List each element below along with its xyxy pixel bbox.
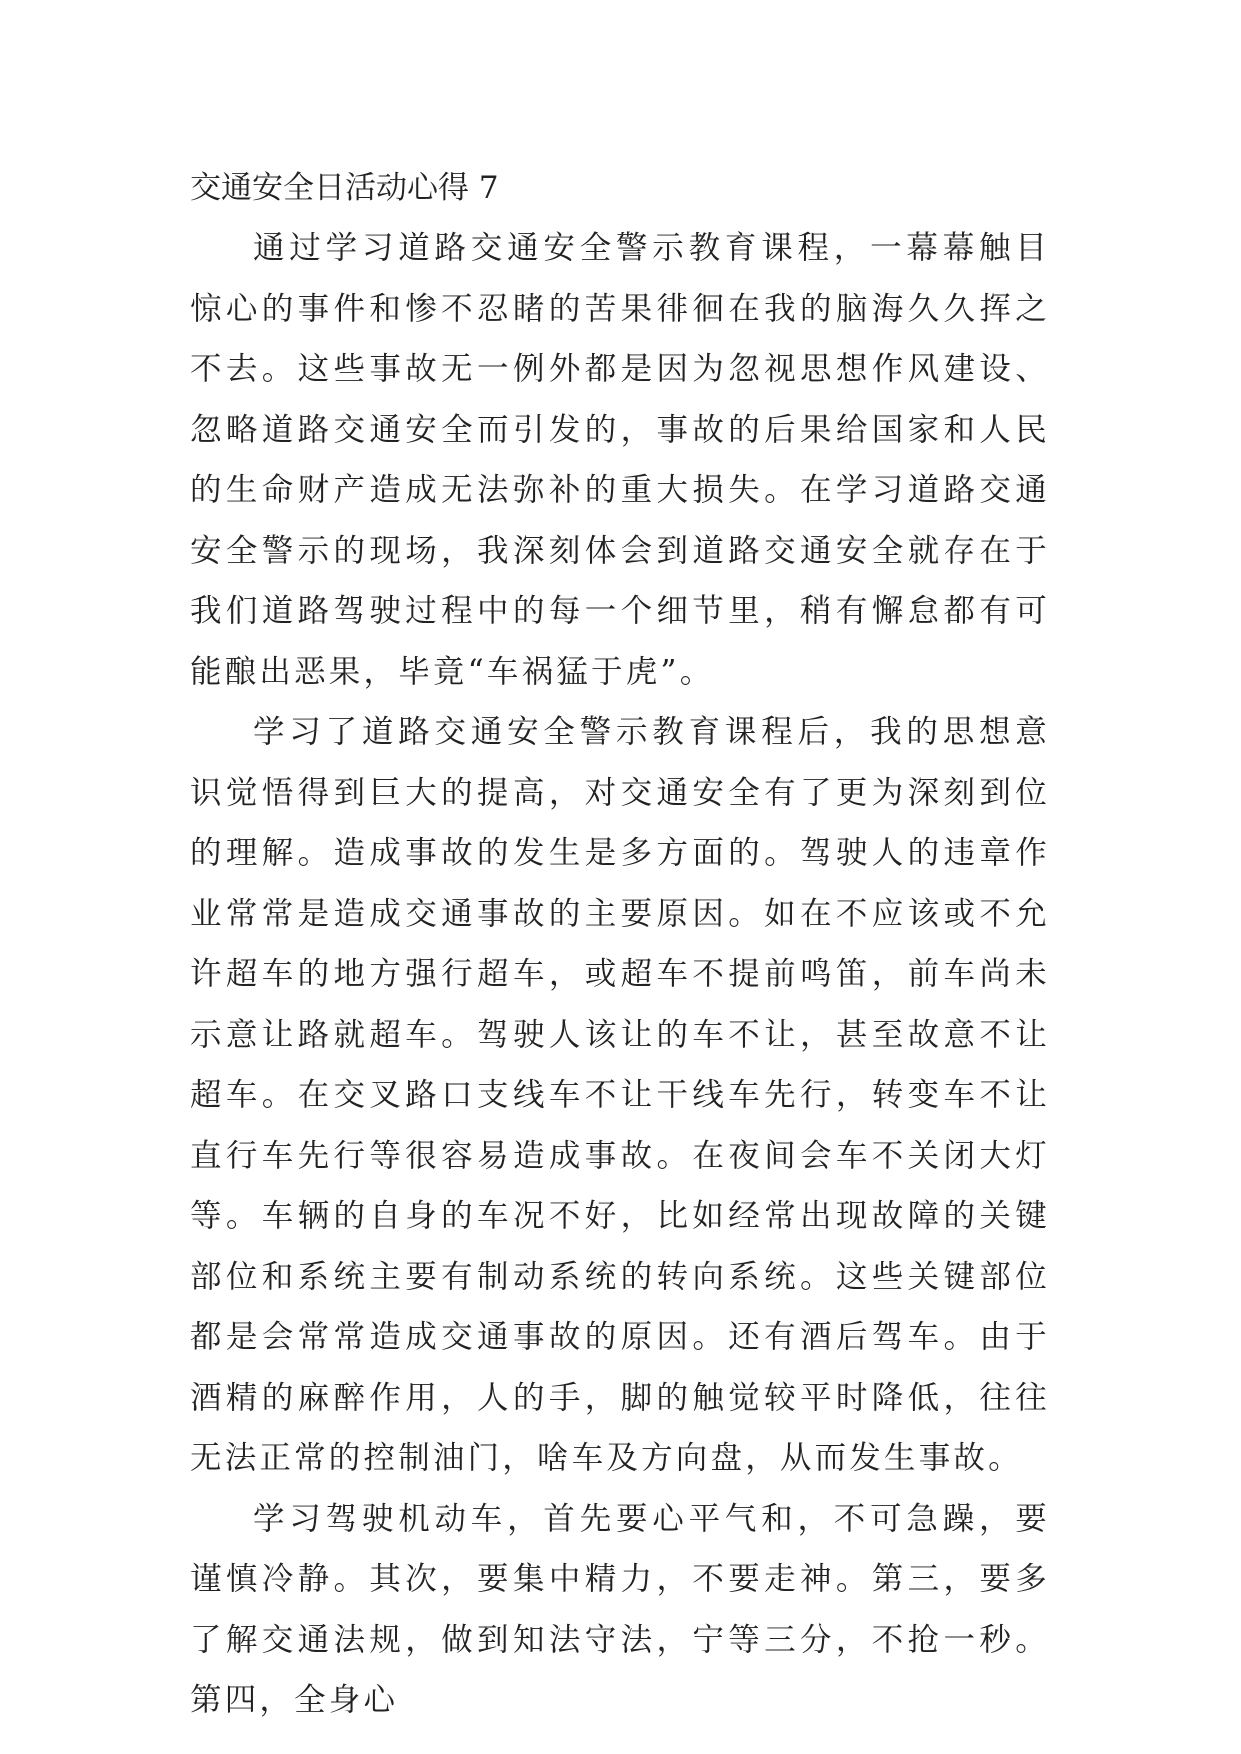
document-body: [190, 218, 1050, 1731]
paragraph: 学习驾驶机动车，首先要心平气和，不可急躁，要谨慎冷静。其次，要集中精力，不要走神。第三，要多了解交通法规，做到知法守法，宁等三分，不抢一秒。第四，全身心: [190, 1500, 1050, 1718]
paragraph: 学习了道路交通安全警示教育课程后，我的思想意识觉悟得到巨大的提高，对交通安全有了更为深刻到位的理解。造成事故的发生是多方面的。驾驶人的违章作业常常是造成交通事故的主要原因。如在不应该或不允许超车的地方强行超车，或超车不提前鸣笛，前车尚未示意让路就超车。驾驶人该让的车不让，甚至故意不让超车。在交叉路口支线车不让干线车先行，转变车不让直行车先行等很容易造成事故。在夜间会车不关闭大灯等。车辆的自身的车况不好，比如经常出现故障的关键部位和系统主要有制动系统的转向系统。这些关键部位都是会常常造成交通事故的原因。还有酒后驾车。由于酒精的麻醉作用，人的手，脚的触觉较平时降低，往往无法正常的控制油门，啥车及方向盘，从而发生事故。: [190, 714, 1050, 1476]
document-title: 交通安全日活动心得 7: [190, 170, 499, 206]
paragraph: 通过学习道路交通安全警示教育课程，一幕幕触目惊心的事件和惨不忍睹的苦果徘徊在我的脑海久久挥之不去。这些事故无一例外都是因为忽视思想作风建设、忽略道路交通安全而引发的，事故的后果给国家和人民的生命财产造成无法弥补的重大损失。在学习道路交通安全警示的现场，我深刻体会到道路交通安全就存在于我们道路驾驶过程中的每一个细节里，稍有懈怠都有可能酿出恶果，毕竟“车祸猛于虎”。: [190, 230, 1050, 690]
